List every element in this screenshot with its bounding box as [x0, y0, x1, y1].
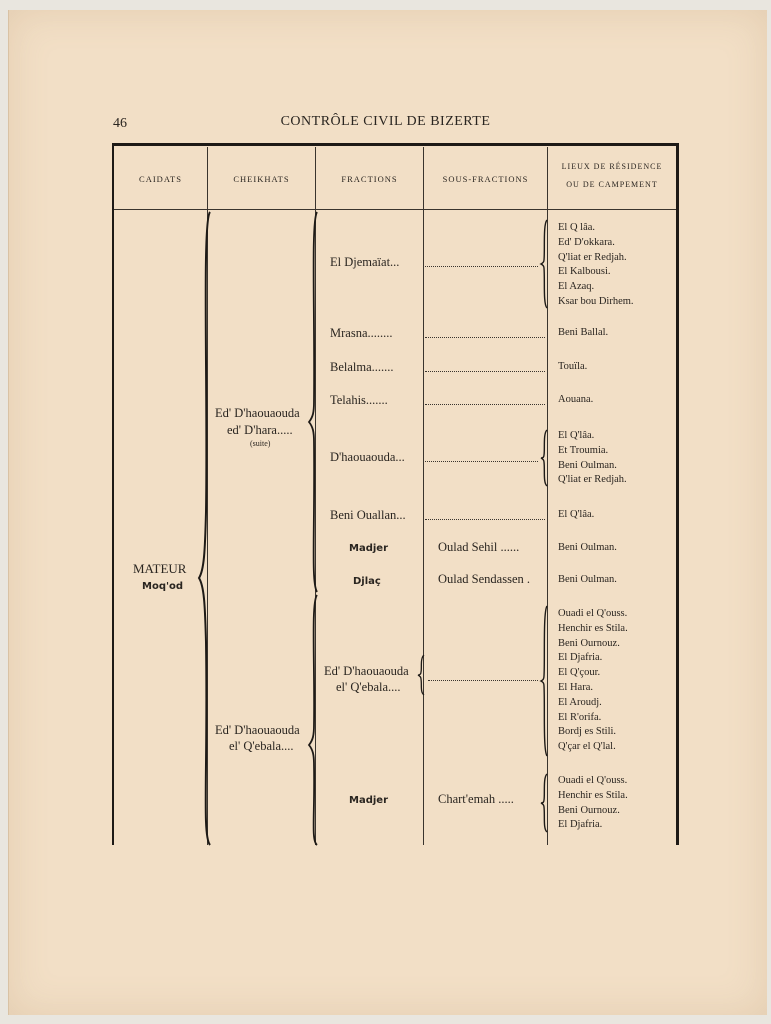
- lieu: El R'orifa.: [558, 711, 602, 723]
- table-top-rule: [112, 143, 678, 146]
- lieu: El Q'çour.: [558, 667, 601, 679]
- header-caidats: CAIDATS: [139, 174, 182, 184]
- fraction-name: Mrasna........: [330, 326, 393, 340]
- dot-leader: [425, 266, 538, 267]
- cheikhat-1-brace: [308, 212, 322, 592]
- caidat-brace: [198, 212, 218, 845]
- header-lieux-line1: LIEUX DE RÉSIDENCE: [561, 162, 663, 171]
- dot-leader: [425, 404, 545, 405]
- lieu: El Q'lâa.: [558, 509, 595, 520]
- lieu: Ed' D'okkara.: [558, 236, 615, 248]
- lieux-list: [558, 607, 628, 755]
- lieux-brace: [540, 430, 550, 486]
- sous-fraction-name: Oulad Sehil ......: [438, 540, 520, 554]
- lieu: Beni Ballal.: [558, 327, 609, 338]
- lieu: El Aroudj.: [558, 696, 602, 708]
- lieu: Beni Oulman.: [558, 542, 617, 553]
- table-right-rule: [676, 143, 679, 845]
- lieu: Beni Ournouz.: [558, 804, 620, 816]
- lieu: Ouadi el Q'ouss.: [558, 775, 628, 786]
- fraction-name: Telahis.......: [330, 393, 388, 407]
- caidat-name: MATEUR: [133, 561, 187, 576]
- sous-fraction-name: Chart'emah .....: [438, 792, 514, 806]
- caidat-sub: Moq'od: [142, 581, 184, 592]
- cheikhat-2-line2: el' Q'ebala....: [229, 739, 294, 753]
- lieu: Ouadi el Q'ouss.: [558, 608, 628, 619]
- header-lieux-line2: OU DE CAMPEMENT: [566, 180, 658, 189]
- cheikhat-2-brace: [308, 595, 322, 845]
- fraction-name: Belalma.......: [330, 360, 394, 374]
- lieu: Beni Oulman.: [558, 574, 617, 585]
- fraction-name: Beni Ouallan...: [330, 508, 406, 522]
- cheikhat-1-note: (suite): [250, 439, 271, 448]
- fraction-name-line1: Ed' D'haouaouda: [324, 664, 409, 678]
- table-left-rule: [112, 143, 114, 845]
- lieu: El Azaq.: [558, 281, 595, 293]
- lieu: El Kalbousi.: [558, 266, 611, 278]
- lieu: El Djafria.: [558, 819, 603, 831]
- lieu: El Q lâa.: [558, 222, 596, 233]
- lieu: Et Troumia.: [558, 444, 609, 456]
- fraction-name: D'haouaouda...: [330, 450, 405, 464]
- lieux-brace: [540, 220, 550, 308]
- lieu: Henchir es Stila.: [558, 789, 628, 801]
- lieu: Q'çar el Q'lal.: [558, 741, 616, 753]
- fraction-name: Madjer: [349, 543, 388, 554]
- lieu: Beni Ournouz.: [558, 637, 620, 649]
- lieu: Aouana.: [558, 394, 594, 405]
- dot-leader: [425, 337, 545, 338]
- sous-fraction-name: Oulad Sendassen .: [438, 572, 530, 586]
- lieux-list: [558, 774, 628, 833]
- fraction-name: El Djemaïat...: [330, 255, 400, 269]
- header-sous-fractions: SOUS-FRACTIONS: [442, 174, 529, 184]
- lieu: Henchir es Stila.: [558, 622, 628, 634]
- fraction-name: Madjer: [349, 795, 388, 806]
- lieu: El Q'lâa.: [558, 430, 595, 441]
- running-title: CONTRÔLE CIVIL DE BIZERTE: [280, 114, 491, 129]
- lieu: Bordj es Stili.: [558, 726, 617, 738]
- lieux-list: [558, 221, 634, 310]
- lieux-brace: [540, 774, 550, 832]
- lieu: Q'liat er Redjah.: [558, 251, 627, 263]
- header-cheikhats: CHEIKHATS: [233, 174, 290, 184]
- lieu: Beni Oulman.: [558, 459, 617, 471]
- cheikhat-2-line1: Ed' D'haouaouda: [215, 723, 300, 737]
- dot-leader: [425, 461, 538, 462]
- cheikhat-1-line2: ed' D'hara.....: [227, 423, 293, 437]
- dot-leader: [425, 519, 545, 520]
- lieux-list: [558, 429, 627, 488]
- header-lieux: [549, 158, 675, 194]
- page-number: 46: [113, 116, 127, 131]
- lieu: El Hara.: [558, 681, 593, 693]
- dot-leader: [428, 680, 538, 681]
- fraction-name-line2: el' Q'ebala....: [336, 680, 401, 694]
- fraction-brace: [417, 655, 427, 695]
- lieu: Ksar bou Dirhem.: [558, 295, 634, 307]
- lieu: El Djafria.: [558, 652, 603, 664]
- fraction-name: Djlaç: [353, 576, 381, 587]
- dot-leader: [425, 371, 545, 372]
- lieu: Q'liat er Redjah.: [558, 474, 627, 486]
- header-fractions: FRACTIONS: [341, 174, 398, 184]
- column-divider: [423, 147, 424, 845]
- lieu: Touïla.: [558, 361, 588, 372]
- lieux-brace: [540, 606, 550, 756]
- cheikhat-1-line1: Ed' D'haouaouda: [215, 406, 300, 420]
- header-bottom-rule: [114, 209, 676, 210]
